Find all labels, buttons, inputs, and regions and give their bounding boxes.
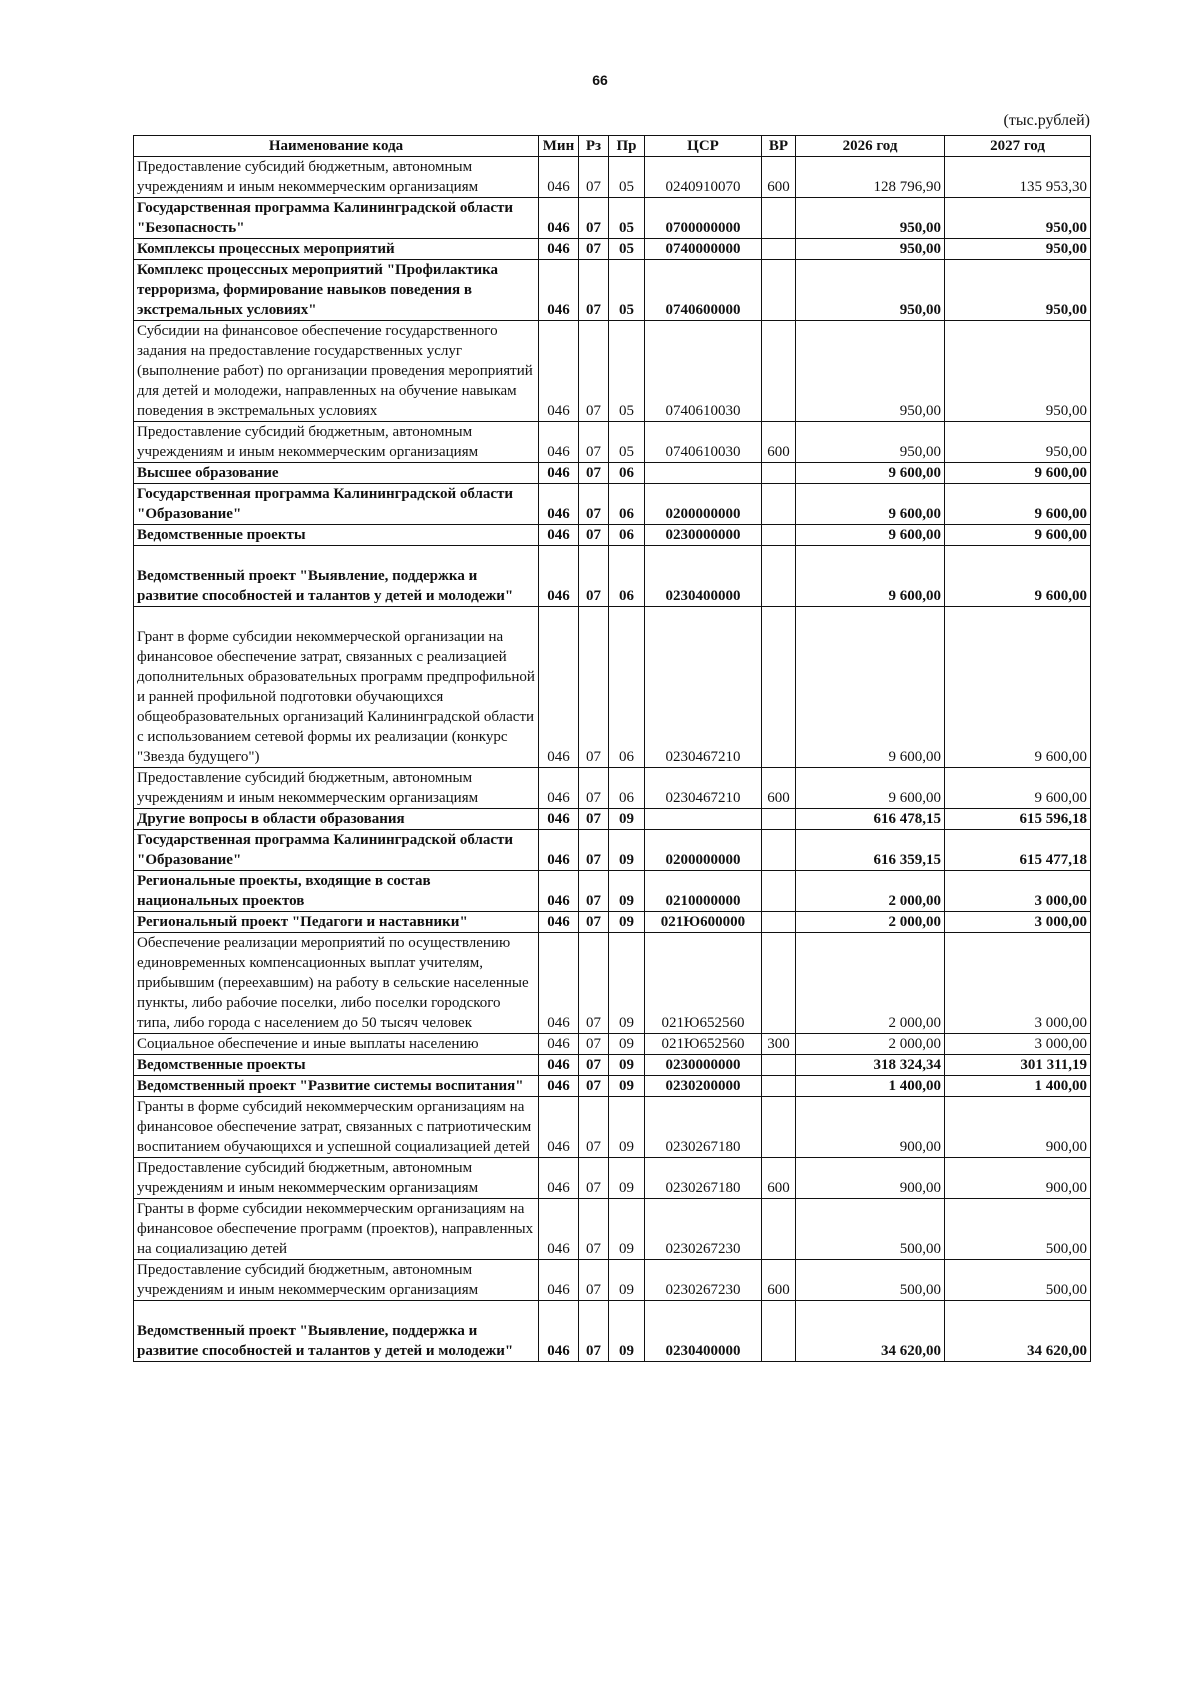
cell-vr xyxy=(762,198,796,239)
cell-2026: 616 359,15 xyxy=(796,830,945,871)
cell-name: Ведомственный проект "Развитие системы воспитания" xyxy=(134,1076,539,1097)
cell-2027: 950,00 xyxy=(945,422,1091,463)
cell-vr xyxy=(762,260,796,321)
header-pr: Пр xyxy=(609,136,645,157)
cell-min: 046 xyxy=(539,871,579,912)
cell-pr: 09 xyxy=(609,809,645,830)
cell-min: 046 xyxy=(539,912,579,933)
cell-vr xyxy=(762,463,796,484)
cell-2026: 128 796,90 xyxy=(796,157,945,198)
cell-pr: 05 xyxy=(609,239,645,260)
cell-csr: 0740610030 xyxy=(645,321,762,422)
header-2027: 2027 год xyxy=(945,136,1091,157)
cell-2026: 900,00 xyxy=(796,1097,945,1158)
cell-2026: 950,00 xyxy=(796,422,945,463)
table-row xyxy=(134,484,1091,525)
cell-2026: 900,00 xyxy=(796,1158,945,1199)
cell-rz: 07 xyxy=(579,525,609,546)
cell-2027: 3 000,00 xyxy=(945,1034,1091,1055)
cell-2026: 2 000,00 xyxy=(796,1034,945,1055)
cell-2027: 301 311,19 xyxy=(945,1055,1091,1076)
cell-pr: 05 xyxy=(609,422,645,463)
cell-pr: 06 xyxy=(609,607,645,768)
cell-name: Предоставление субсидий бюджетным, автономным учреждениям и иным некоммерческим организациям xyxy=(134,1260,539,1301)
cell-name: Государственная программа Калининградской области "Образование" xyxy=(134,830,539,871)
cell-pr: 09 xyxy=(609,830,645,871)
cell-pr: 09 xyxy=(609,1034,645,1055)
cell-vr: 600 xyxy=(762,1158,796,1199)
cell-2026: 950,00 xyxy=(796,198,945,239)
cell-csr: 0230467210 xyxy=(645,768,762,809)
cell-2026: 9 600,00 xyxy=(796,525,945,546)
cell-pr: 09 xyxy=(609,1076,645,1097)
table-row xyxy=(134,157,1091,198)
cell-2026: 950,00 xyxy=(796,239,945,260)
cell-name: Предоставление субсидий бюджетным, автономным учреждениям и иным некоммерческим организациям xyxy=(134,1158,539,1199)
cell-min: 046 xyxy=(539,321,579,422)
cell-pr: 05 xyxy=(609,321,645,422)
cell-vr: 300 xyxy=(762,1034,796,1055)
cell-name: Субсидии на финансовое обеспечение государственного задания на предоставление государственных услуг (выполнение работ) по организации проведения мероприятий для детей и молодежи, направленных на обучение навыкам поведения в экстремальных условиях xyxy=(134,321,539,422)
cell-name: Грант в форме субсидии некоммерческой организации на финансовое обеспечение затрат, связанных с реализацией дополнительных образовательных программ предпрофильной и ранней профильной подготовки обучающихся общеобразовательных организаций Калининградской области с использованием сетевой формы их реализации (конкурс "Звезда будущего") xyxy=(134,607,539,768)
cell-vr xyxy=(762,484,796,525)
cell-min: 046 xyxy=(539,1199,579,1260)
table-row xyxy=(134,321,1091,422)
cell-csr: 0230200000 xyxy=(645,1076,762,1097)
cell-vr xyxy=(762,1097,796,1158)
cell-csr xyxy=(645,463,762,484)
table-row xyxy=(134,1199,1091,1260)
cell-2026: 2 000,00 xyxy=(796,912,945,933)
cell-csr: 0230267230 xyxy=(645,1199,762,1260)
cell-rz: 07 xyxy=(579,463,609,484)
cell-rz: 07 xyxy=(579,422,609,463)
cell-rz: 07 xyxy=(579,912,609,933)
cell-name: Гранты в форме субсидии некоммерческим организациям на финансовое обеспечение программ (проектов), направленных на социализацию детей xyxy=(134,1199,539,1260)
cell-2027: 9 600,00 xyxy=(945,484,1091,525)
cell-2026: 9 600,00 xyxy=(796,463,945,484)
cell-vr xyxy=(762,830,796,871)
cell-vr xyxy=(762,1301,796,1362)
cell-2027: 34 620,00 xyxy=(945,1301,1091,1362)
cell-min: 046 xyxy=(539,1076,579,1097)
cell-2026: 500,00 xyxy=(796,1260,945,1301)
cell-vr xyxy=(762,871,796,912)
cell-rz: 07 xyxy=(579,1158,609,1199)
cell-2027: 900,00 xyxy=(945,1097,1091,1158)
cell-rz: 07 xyxy=(579,1301,609,1362)
cell-rz: 07 xyxy=(579,1076,609,1097)
cell-rz: 07 xyxy=(579,1097,609,1158)
cell-pr: 09 xyxy=(609,1199,645,1260)
cell-name: Ведомственный проект "Выявление, поддержка и развитие способностей и талантов у детей и молодежи" xyxy=(134,546,539,607)
cell-min: 046 xyxy=(539,933,579,1034)
cell-csr: 0200000000 xyxy=(645,830,762,871)
cell-csr: 0240910070 xyxy=(645,157,762,198)
table-row xyxy=(134,1260,1091,1301)
cell-min: 046 xyxy=(539,1260,579,1301)
table-row xyxy=(134,546,1091,607)
cell-min: 046 xyxy=(539,607,579,768)
table-row xyxy=(134,1097,1091,1158)
table-header-row xyxy=(134,136,1091,157)
cell-2026: 2 000,00 xyxy=(796,933,945,1034)
table-row xyxy=(134,1076,1091,1097)
cell-min: 046 xyxy=(539,546,579,607)
cell-pr: 06 xyxy=(609,463,645,484)
cell-rz: 07 xyxy=(579,933,609,1034)
cell-name: Ведомственные проекты xyxy=(134,1055,539,1076)
cell-min: 046 xyxy=(539,260,579,321)
cell-rz: 07 xyxy=(579,1260,609,1301)
cell-min: 046 xyxy=(539,1301,579,1362)
cell-csr: 0740600000 xyxy=(645,260,762,321)
cell-2027: 1 400,00 xyxy=(945,1076,1091,1097)
cell-2027: 500,00 xyxy=(945,1199,1091,1260)
cell-vr xyxy=(762,321,796,422)
cell-csr xyxy=(645,809,762,830)
cell-2027: 950,00 xyxy=(945,321,1091,422)
cell-min: 046 xyxy=(539,1034,579,1055)
table-body xyxy=(134,157,1091,1362)
cell-2026: 9 600,00 xyxy=(796,484,945,525)
cell-rz: 07 xyxy=(579,484,609,525)
cell-2027: 9 600,00 xyxy=(945,546,1091,607)
cell-vr xyxy=(762,1055,796,1076)
cell-2027: 3 000,00 xyxy=(945,912,1091,933)
cell-2027: 9 600,00 xyxy=(945,525,1091,546)
cell-min: 046 xyxy=(539,830,579,871)
cell-2027: 9 600,00 xyxy=(945,607,1091,768)
cell-name: Социальное обеспечение и иные выплаты населению xyxy=(134,1034,539,1055)
cell-rz: 07 xyxy=(579,546,609,607)
cell-vr xyxy=(762,607,796,768)
cell-vr xyxy=(762,1076,796,1097)
cell-pr: 09 xyxy=(609,1260,645,1301)
cell-2027: 500,00 xyxy=(945,1260,1091,1301)
cell-rz: 07 xyxy=(579,768,609,809)
cell-csr: 0230000000 xyxy=(645,525,762,546)
cell-csr: 0230400000 xyxy=(645,546,762,607)
cell-pr: 05 xyxy=(609,198,645,239)
header-rz: Рз xyxy=(579,136,609,157)
cell-name: Региональный проект "Педагоги и наставники" xyxy=(134,912,539,933)
cell-pr: 09 xyxy=(609,1158,645,1199)
cell-min: 046 xyxy=(539,1158,579,1199)
cell-csr: 0740000000 xyxy=(645,239,762,260)
table-row xyxy=(134,1055,1091,1076)
cell-2027: 950,00 xyxy=(945,198,1091,239)
cell-csr: 0230467210 xyxy=(645,607,762,768)
cell-rz: 07 xyxy=(579,198,609,239)
cell-2026: 9 600,00 xyxy=(796,607,945,768)
cell-rz: 07 xyxy=(579,321,609,422)
table-row xyxy=(134,525,1091,546)
cell-pr: 06 xyxy=(609,768,645,809)
cell-rz: 07 xyxy=(579,260,609,321)
cell-csr: 0210000000 xyxy=(645,871,762,912)
table-row xyxy=(134,830,1091,871)
cell-pr: 09 xyxy=(609,912,645,933)
cell-pr: 05 xyxy=(609,260,645,321)
cell-name: Государственная программа Калининградской области "Образование" xyxy=(134,484,539,525)
cell-2027: 950,00 xyxy=(945,260,1091,321)
cell-min: 046 xyxy=(539,809,579,830)
cell-rz: 07 xyxy=(579,1199,609,1260)
table-row xyxy=(134,198,1091,239)
cell-rz: 07 xyxy=(579,871,609,912)
cell-2027: 950,00 xyxy=(945,239,1091,260)
cell-min: 046 xyxy=(539,463,579,484)
cell-vr xyxy=(762,1199,796,1260)
cell-rz: 07 xyxy=(579,809,609,830)
header-min: Мин xyxy=(539,136,579,157)
cell-2026: 34 620,00 xyxy=(796,1301,945,1362)
cell-2026: 2 000,00 xyxy=(796,871,945,912)
cell-2027: 615 477,18 xyxy=(945,830,1091,871)
table-row xyxy=(134,607,1091,768)
table-row xyxy=(134,1158,1091,1199)
cell-min: 046 xyxy=(539,525,579,546)
table-row xyxy=(134,260,1091,321)
cell-name: Гранты в форме субсидий некоммерческим организациям на финансовое обеспечение затрат, связанных с патриотическим воспитанием обучающихся и успешной социализацией детей xyxy=(134,1097,539,1158)
cell-2026: 616 478,15 xyxy=(796,809,945,830)
cell-vr xyxy=(762,809,796,830)
cell-pr: 06 xyxy=(609,546,645,607)
cell-csr: 021Ю652560 xyxy=(645,1034,762,1055)
table-row xyxy=(134,933,1091,1034)
table-row xyxy=(134,422,1091,463)
cell-rz: 07 xyxy=(579,1055,609,1076)
table-row xyxy=(134,809,1091,830)
cell-2026: 950,00 xyxy=(796,321,945,422)
cell-pr: 06 xyxy=(609,484,645,525)
cell-rz: 07 xyxy=(579,157,609,198)
cell-pr: 09 xyxy=(609,1301,645,1362)
cell-min: 046 xyxy=(539,239,579,260)
cell-pr: 05 xyxy=(609,157,645,198)
cell-2027: 900,00 xyxy=(945,1158,1091,1199)
cell-name: Другие вопросы в области образования xyxy=(134,809,539,830)
cell-2027: 135 953,30 xyxy=(945,157,1091,198)
cell-2026: 318 324,34 xyxy=(796,1055,945,1076)
cell-2026: 950,00 xyxy=(796,260,945,321)
cell-vr: 600 xyxy=(762,422,796,463)
cell-pr: 06 xyxy=(609,525,645,546)
cell-rz: 07 xyxy=(579,607,609,768)
cell-rz: 07 xyxy=(579,239,609,260)
cell-2027: 9 600,00 xyxy=(945,768,1091,809)
header-2026: 2026 год xyxy=(796,136,945,157)
cell-name: Обеспечение реализации мероприятий по осуществлению единовременных компенсационных выплат учителям, прибывшим (переехавшим) на работу в сельские населенные пункты, либо рабочие поселки, либо поселки городского типа, либо города с населением до 50 тысяч человек xyxy=(134,933,539,1034)
header-csr: ЦСР xyxy=(645,136,762,157)
table-row xyxy=(134,1034,1091,1055)
cell-vr xyxy=(762,933,796,1034)
cell-2026: 9 600,00 xyxy=(796,768,945,809)
cell-csr: 0230000000 xyxy=(645,1055,762,1076)
cell-csr: 0200000000 xyxy=(645,484,762,525)
cell-csr: 0230267180 xyxy=(645,1158,762,1199)
header-name: Наименование кода xyxy=(134,136,539,157)
cell-name: Ведомственные проекты xyxy=(134,525,539,546)
table-row xyxy=(134,768,1091,809)
cell-vr xyxy=(762,239,796,260)
cell-csr: 0230267180 xyxy=(645,1097,762,1158)
cell-vr: 600 xyxy=(762,768,796,809)
cell-name: Высшее образование xyxy=(134,463,539,484)
cell-2027: 3 000,00 xyxy=(945,933,1091,1034)
cell-vr: 600 xyxy=(762,1260,796,1301)
cell-name: Региональные проекты, входящие в состав национальных проектов xyxy=(134,871,539,912)
cell-2027: 3 000,00 xyxy=(945,871,1091,912)
cell-vr xyxy=(762,546,796,607)
cell-rz: 07 xyxy=(579,1034,609,1055)
cell-pr: 09 xyxy=(609,1055,645,1076)
cell-csr: 021Ю652560 xyxy=(645,933,762,1034)
cell-2026: 500,00 xyxy=(796,1199,945,1260)
cell-vr: 600 xyxy=(762,157,796,198)
budget-table xyxy=(133,135,1091,1362)
cell-csr: 0700000000 xyxy=(645,198,762,239)
cell-min: 046 xyxy=(539,768,579,809)
cell-min: 046 xyxy=(539,1097,579,1158)
cell-min: 046 xyxy=(539,1055,579,1076)
cell-pr: 09 xyxy=(609,1097,645,1158)
table-row xyxy=(134,871,1091,912)
table-row xyxy=(134,1301,1091,1362)
cell-2027: 615 596,18 xyxy=(945,809,1091,830)
cell-name: Ведомственный проект "Выявление, поддержка и развитие способностей и талантов у детей и молодежи" xyxy=(134,1301,539,1362)
cell-pr: 09 xyxy=(609,933,645,1034)
cell-2026: 9 600,00 xyxy=(796,546,945,607)
cell-min: 046 xyxy=(539,157,579,198)
page-number: 66 xyxy=(592,72,608,88)
cell-name: Предоставление субсидий бюджетным, автономным учреждениям и иным некоммерческим организациям xyxy=(134,422,539,463)
cell-2027: 9 600,00 xyxy=(945,463,1091,484)
cell-min: 046 xyxy=(539,422,579,463)
table-row xyxy=(134,463,1091,484)
cell-csr: 0230267230 xyxy=(645,1260,762,1301)
cell-vr xyxy=(762,912,796,933)
header-vr: ВР xyxy=(762,136,796,157)
cell-name: Государственная программа Калининградской области "Безопасность" xyxy=(134,198,539,239)
cell-min: 046 xyxy=(539,484,579,525)
cell-csr: 0740610030 xyxy=(645,422,762,463)
cell-name: Предоставление субсидий бюджетным, автономным учреждениям и иным некоммерческим организациям xyxy=(134,768,539,809)
table-row xyxy=(134,912,1091,933)
cell-min: 046 xyxy=(539,198,579,239)
cell-name: Предоставление субсидий бюджетным, автономным учреждениям и иным некоммерческим организациям xyxy=(134,157,539,198)
table-row xyxy=(134,239,1091,260)
cell-pr: 09 xyxy=(609,871,645,912)
cell-vr xyxy=(762,525,796,546)
cell-csr: 0230400000 xyxy=(645,1301,762,1362)
cell-csr: 021Ю600000 xyxy=(645,912,762,933)
cell-2026: 1 400,00 xyxy=(796,1076,945,1097)
cell-name: Комплексы процессных мероприятий xyxy=(134,239,539,260)
units-label: (тыс.рублей) xyxy=(1003,112,1090,129)
cell-name: Комплекс процессных мероприятий "Профилактика терроризма, формирование навыков поведения в экстремальных условиях" xyxy=(134,260,539,321)
cell-rz: 07 xyxy=(579,830,609,871)
